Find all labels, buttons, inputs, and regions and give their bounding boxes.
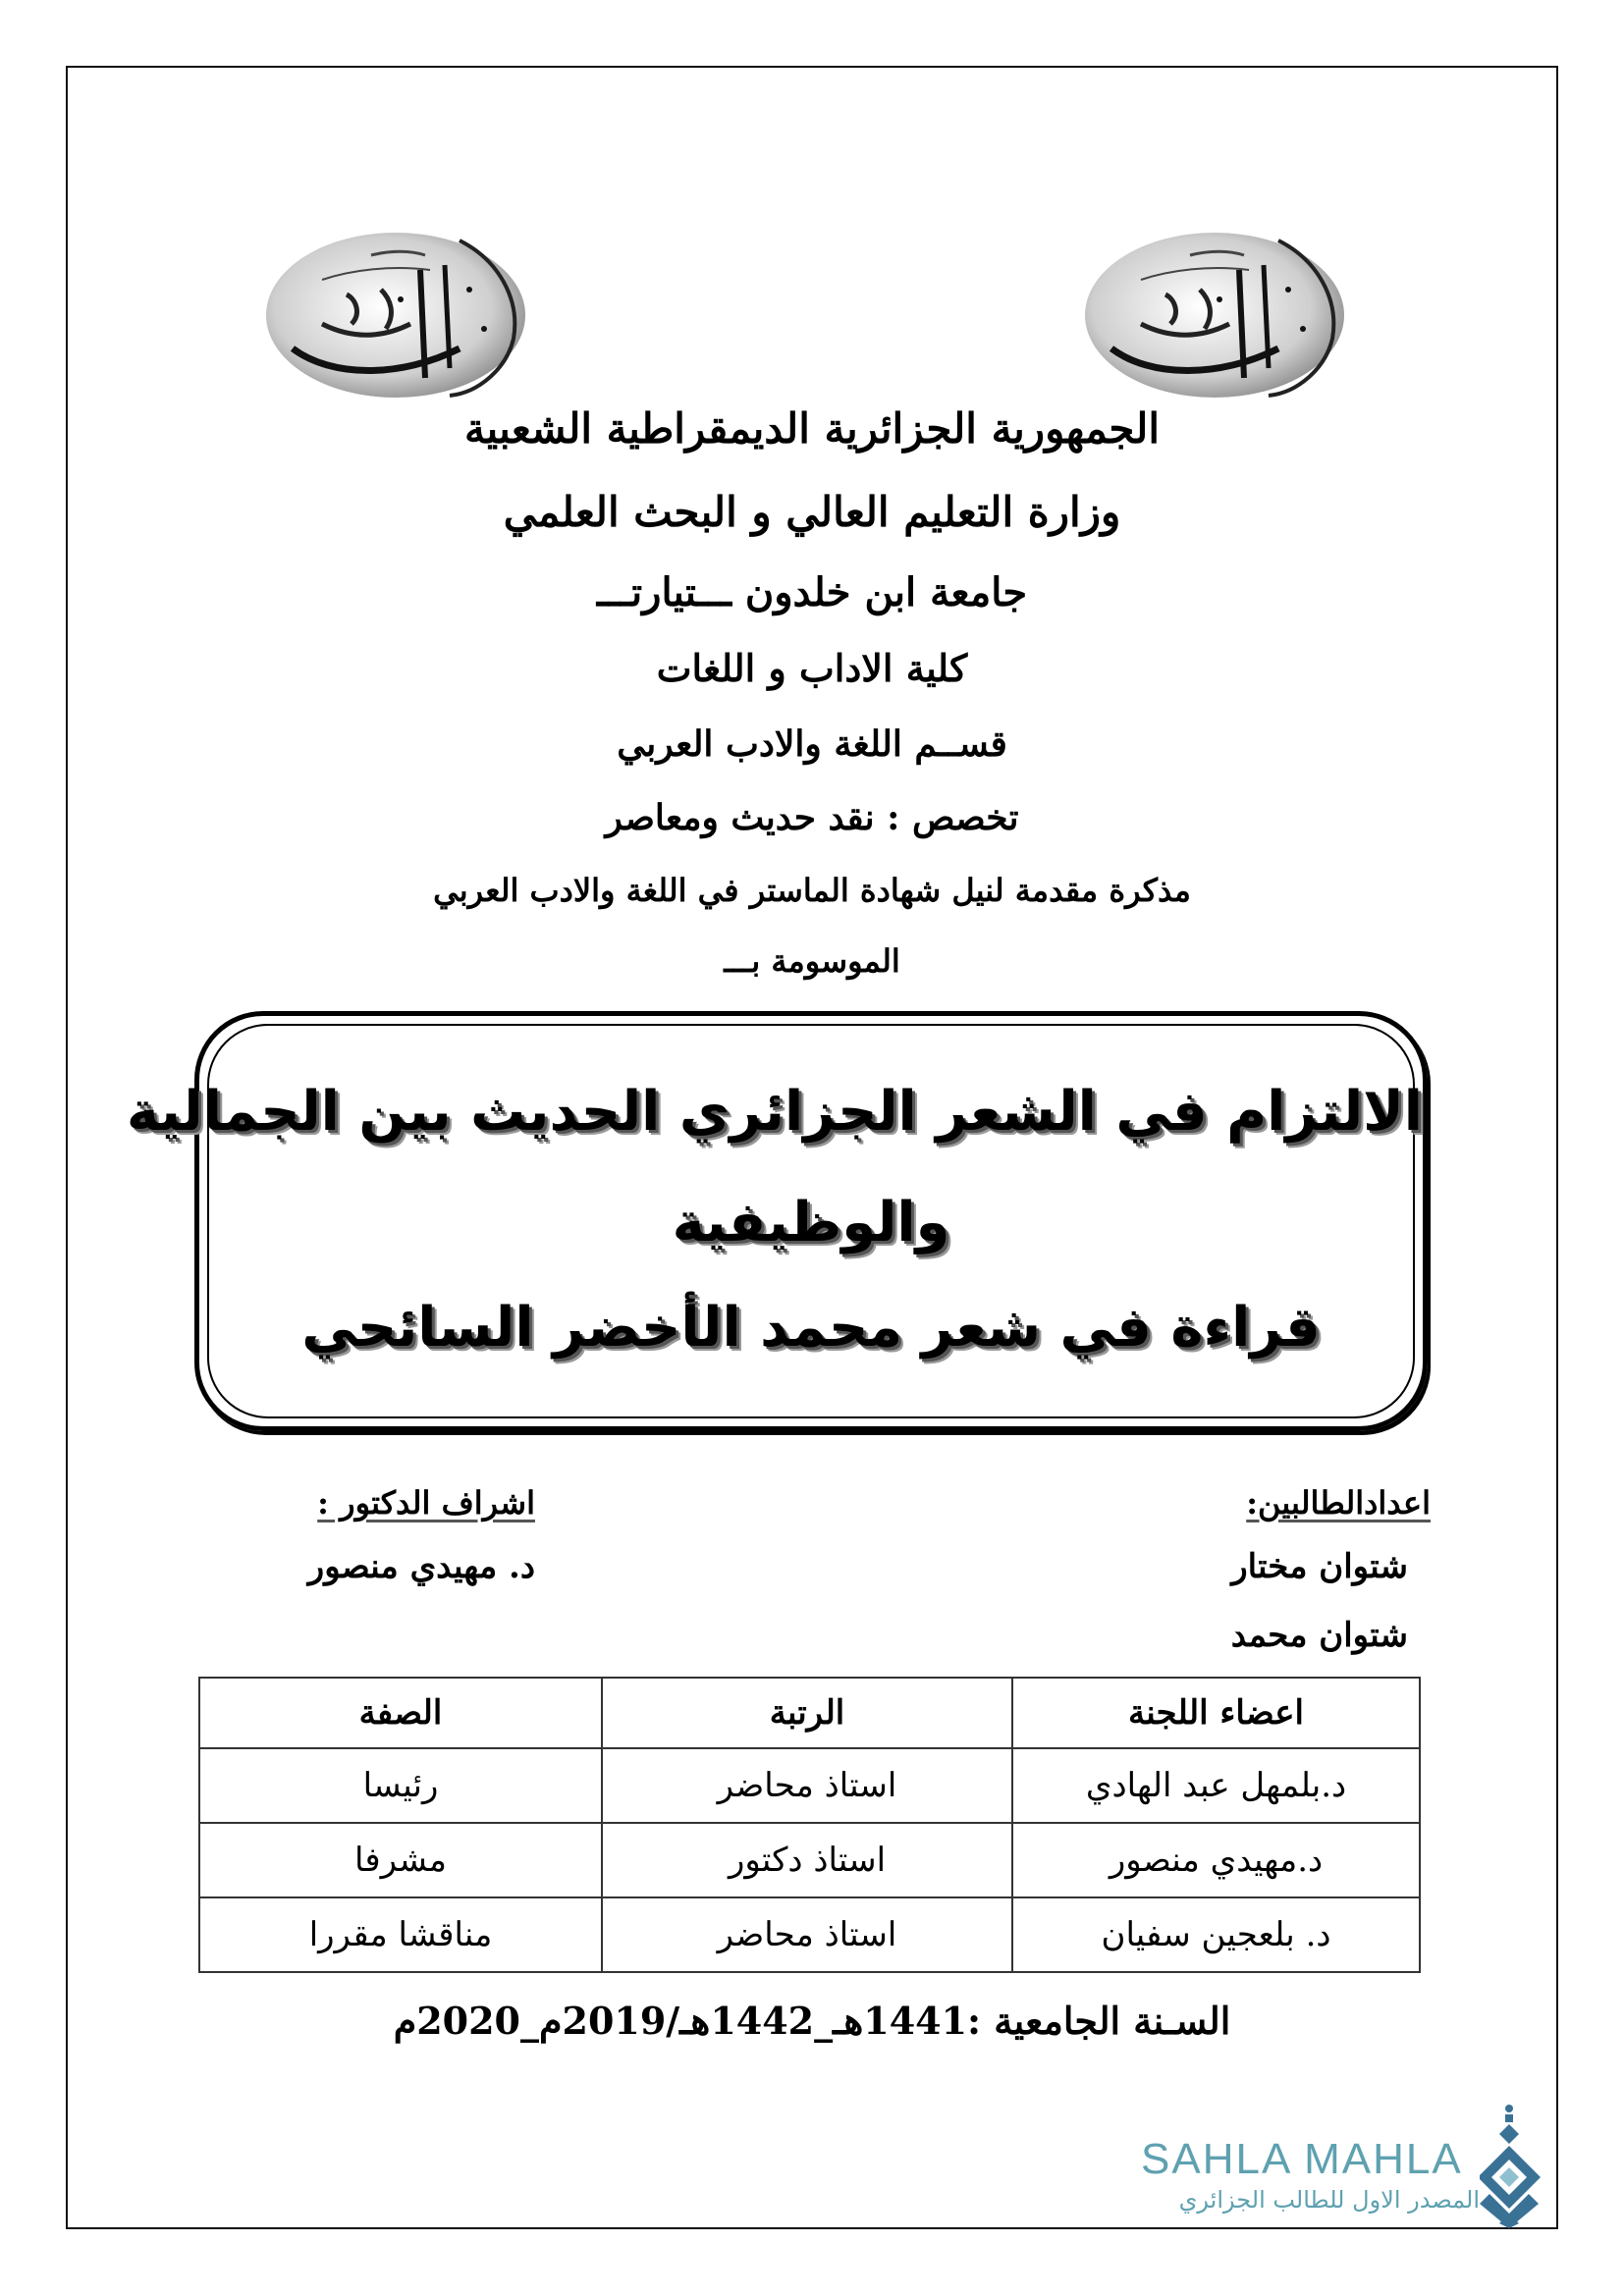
republic-heading: الجمهورية الجزائرية الديمقراطية الشعبية xyxy=(463,404,1160,453)
table-row xyxy=(199,1823,1420,1897)
student-name-1: شتوان مختار xyxy=(1231,1547,1408,1586)
academic-year: السـنة الجامعية :1441هـ_1442هـ/2019م_2020م xyxy=(393,1999,1231,2043)
committee-table xyxy=(198,1677,1421,1973)
faculty-heading: كلية الاداب و اللغات xyxy=(656,646,968,690)
table-row xyxy=(199,1748,1420,1823)
watermark-tagline: المصدر الاول للطالب الجزائري xyxy=(1178,2186,1480,2214)
sahla-mahla-watermark xyxy=(1141,2125,1563,2228)
titled-text: الموسومة بـــ xyxy=(724,942,900,980)
table-row xyxy=(199,1897,1420,1972)
member-name-cell: د.مهيدي منصور xyxy=(1012,1823,1420,1897)
member-role-cell: مشرفا xyxy=(199,1823,602,1897)
member-role-cell: رئيسا xyxy=(199,1748,602,1823)
university-seal-left-logo xyxy=(263,231,528,400)
university-seal-right-logo xyxy=(1082,231,1347,400)
member-name-cell: د.بلمهل عبد الهادي xyxy=(1012,1748,1420,1823)
supervisor-name: د. مهيدي منصور xyxy=(307,1547,535,1586)
specialty-heading: تخصص : نقد حديث ومعاصر xyxy=(605,797,1019,838)
member-name-cell: د. بلعجين سفيان xyxy=(1012,1897,1420,1972)
university-seal-icon xyxy=(1082,231,1347,400)
student-name-2: شتوان محمد xyxy=(1230,1616,1408,1655)
watermark-brand-text: SAHLA MAHLA xyxy=(1141,2135,1463,2183)
university-heading: جامعة ابن خلدون ـــتيارتـــ xyxy=(596,569,1028,615)
department-heading: قســم اللغة والادب العربي xyxy=(617,723,1007,765)
thesis-type-text: مذكرة مقدمة لنيل شهادة الماستر في اللغة والادب العربي xyxy=(433,872,1191,909)
committee-table-header-row xyxy=(199,1678,1420,1748)
thesis-title-subtitle: قراءة في شعر محمد الأخضر السائحي xyxy=(301,1296,1321,1360)
member-rank-cell: استاذ محاضر xyxy=(602,1748,1012,1823)
column-header-rank: الرتبة xyxy=(602,1678,1012,1748)
column-header-role: الصفة xyxy=(199,1678,602,1748)
supervisor-label: اشراف الدكتور : xyxy=(317,1484,535,1522)
sahla-mahla-emblem-icon xyxy=(1480,2101,1558,2228)
member-role-cell: مناقشا مقررا xyxy=(199,1897,602,1972)
ministry-heading: وزارة التعليم العالي و البحث العلمي xyxy=(503,488,1121,536)
thesis-title-line-1: الالتزام في الشعر الجزائري الحديث بين الجمالية xyxy=(126,1080,1423,1144)
university-seal-icon xyxy=(263,231,528,400)
column-header-members: اعضاء اللجنة xyxy=(1012,1678,1420,1748)
thesis-title-box xyxy=(126,1011,1428,1431)
thesis-title-line-2: والوظيفية xyxy=(672,1191,950,1255)
member-rank-cell: استاذ دكتور xyxy=(602,1823,1012,1897)
students-label: اعدادالطالبين: xyxy=(1246,1484,1431,1522)
member-rank-cell: استاذ محاضر xyxy=(602,1897,1012,1972)
